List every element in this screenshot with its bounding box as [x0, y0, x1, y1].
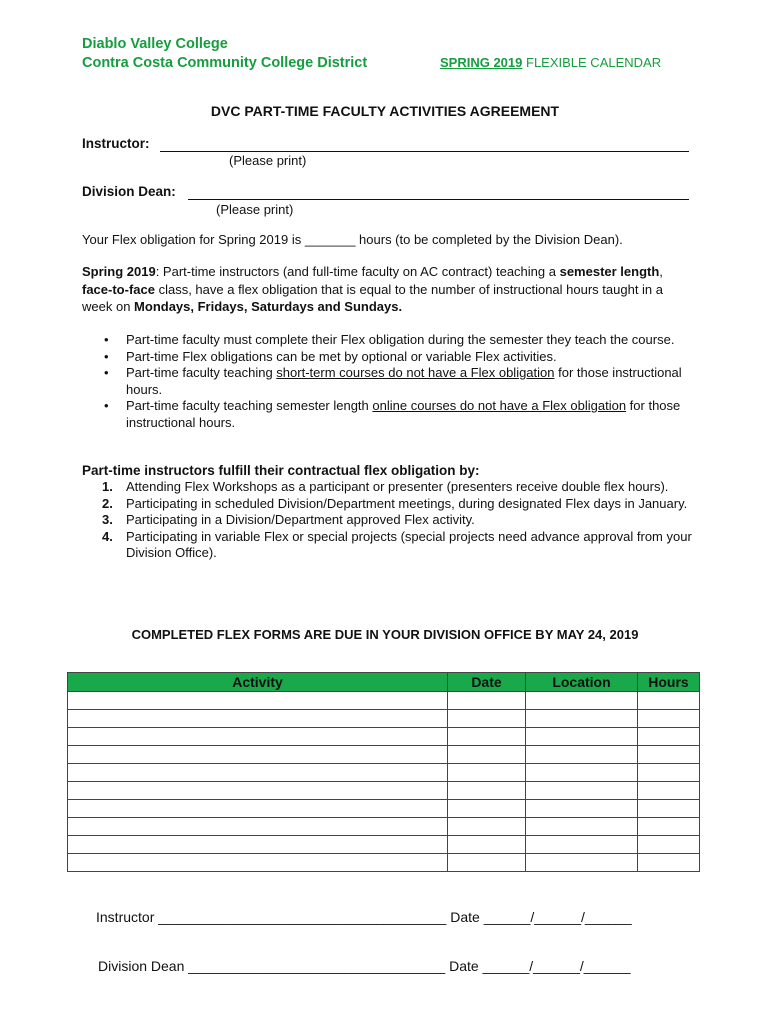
cell-hours[interactable]	[638, 746, 700, 764]
obligation-line: Your Flex obligation for Spring 2019 is _______ hours (to be completed by the Division Dean).	[82, 232, 623, 247]
cell-location[interactable]	[526, 782, 638, 800]
dean-hint: (Please print)	[216, 202, 294, 217]
header-calendar	[440, 54, 661, 71]
fulfill-text: Participating in a Division/Department approved Flex activity.	[126, 512, 475, 527]
cell-date[interactable]	[448, 818, 526, 836]
spring-bold-face: face-to-face	[82, 281, 155, 297]
fulfill-number: 4.	[102, 528, 113, 544]
instructor-name-line[interactable]	[160, 151, 689, 152]
cell-hours[interactable]	[638, 728, 700, 746]
spring-paragraph	[82, 263, 692, 316]
college-name: Diablo Valley College	[82, 36, 228, 52]
table-row	[68, 782, 700, 800]
bullet-text: Part-time Flex obligations can be met by optional or variable Flex activities.	[126, 348, 557, 364]
cell-hours[interactable]	[638, 710, 700, 728]
activity-table	[67, 672, 700, 872]
fulfill-heading: Part-time instructors fulfill their contractual flex obligation by:	[82, 463, 480, 478]
district-name: Contra Costa Community College District	[82, 55, 368, 71]
spring-text-2: ,	[659, 264, 663, 279]
cell-activity[interactable]	[68, 800, 448, 818]
cell-hours[interactable]	[638, 692, 700, 710]
header-college-block	[82, 35, 367, 73]
instructor-date-label: Date	[450, 909, 480, 925]
dean-sign-label: Division Dean	[98, 958, 185, 974]
dean-date-blanks[interactable]: ______/______/______	[482, 958, 631, 974]
fulfill-number: 1.	[102, 479, 113, 494]
calendar-label: FLEXIBLE CALENDAR	[526, 55, 662, 70]
cell-location[interactable]	[526, 764, 638, 782]
instructor-label: Instructor:	[82, 136, 150, 151]
spring-text-1: : Part-time instructors (and full-time faculty on AC contract) teaching a	[155, 264, 560, 279]
bullet-item	[82, 349, 692, 366]
cell-location[interactable]	[526, 800, 638, 818]
cell-hours[interactable]	[638, 818, 700, 836]
cell-location[interactable]	[526, 818, 638, 836]
cell-date[interactable]	[448, 800, 526, 818]
dean-sign-line[interactable]: _________________________________	[188, 958, 446, 974]
term-label: SPRING 2019	[440, 55, 523, 70]
page-title: DVC PART-TIME FACULTY ACTIVITIES AGREEMENT	[210, 103, 560, 119]
cell-date[interactable]	[448, 764, 526, 782]
cell-activity[interactable]	[68, 746, 448, 764]
fulfill-item	[82, 529, 692, 562]
cell-location[interactable]	[526, 728, 638, 746]
dean-date-label: Date	[449, 958, 479, 974]
fulfill-text: Participating in variable Flex or special projects (special projects need advance approval from your Division Office).	[126, 528, 692, 560]
cell-location[interactable]	[526, 710, 638, 728]
cell-location[interactable]	[526, 854, 638, 872]
header-location: Location	[526, 673, 638, 692]
spring-term: Spring 2019	[82, 264, 156, 279]
bullet-text: for those instructional hours.	[126, 365, 682, 397]
dean-signature-row	[98, 958, 631, 974]
fulfill-number: 2.	[102, 495, 113, 511]
fulfill-item	[82, 512, 692, 529]
cell-hours[interactable]	[638, 782, 700, 800]
fulfill-list	[82, 479, 692, 562]
cell-hours[interactable]	[638, 836, 700, 854]
cell-date[interactable]	[448, 710, 526, 728]
header-date: Date	[448, 673, 526, 692]
cell-date[interactable]	[448, 692, 526, 710]
table-row	[68, 854, 700, 872]
fulfill-text: Attending Flex Workshops as a participant or presenter (presenters receive double flex hours).	[126, 479, 669, 494]
table-row	[68, 818, 700, 836]
bullet-item	[82, 365, 692, 398]
cell-hours[interactable]	[638, 854, 700, 872]
table-row	[68, 710, 700, 728]
cell-activity[interactable]	[68, 764, 448, 782]
bullet-underlined: short-term courses do not have a Flex obligation	[276, 365, 555, 380]
instructor-hint: (Please print)	[229, 153, 307, 168]
dean-name-line[interactable]	[188, 199, 689, 200]
cell-activity[interactable]	[68, 710, 448, 728]
spring-bold-days: Mondays, Fridays, Saturdays and Sundays.	[134, 299, 403, 314]
instructor-sign-line[interactable]: _____________________________________	[158, 909, 447, 925]
header-hours: Hours	[638, 673, 700, 692]
bullet-text: Part-time faculty teaching	[126, 365, 277, 380]
table-row	[68, 692, 700, 710]
table-row	[68, 764, 700, 782]
due-notice: COMPLETED FLEX FORMS ARE DUE IN YOUR DIVISION OFFICE BY MAY 24, 2019	[131, 627, 639, 642]
bullet-text: Part-time faculty teaching semester length	[126, 398, 373, 413]
bullet-list	[82, 332, 692, 431]
bullet-text: Part-time faculty must complete their Flex obligation during the semester they teach the course.	[126, 332, 675, 347]
cell-location[interactable]	[526, 692, 638, 710]
cell-activity[interactable]	[68, 836, 448, 854]
bullet-item	[82, 398, 692, 431]
cell-location[interactable]	[526, 746, 638, 764]
spring-text-3: class, have a flex obligation that is equal to the number of instructional hours taught in a week on	[82, 281, 663, 314]
bullet-item	[82, 332, 692, 349]
table-row	[68, 836, 700, 854]
table-row	[68, 728, 700, 746]
bullet-dot: •	[104, 332, 109, 347]
cell-activity[interactable]	[68, 854, 448, 872]
fulfill-number: 3.	[102, 512, 113, 527]
cell-date[interactable]	[448, 746, 526, 764]
table-row	[68, 800, 700, 818]
bullet-text: for those instructional hours.	[126, 398, 681, 430]
instructor-date-blanks[interactable]: ______/______/______	[483, 909, 632, 925]
table-row	[68, 746, 700, 764]
cell-date[interactable]	[448, 728, 526, 746]
cell-date[interactable]	[448, 836, 526, 854]
bullet-dot: •	[104, 365, 109, 380]
cell-activity[interactable]	[68, 818, 448, 836]
dean-label: Division Dean:	[82, 184, 176, 199]
spring-bold-semester: semester length	[559, 264, 660, 279]
bullet-dot: •	[104, 398, 109, 413]
cell-activity[interactable]	[68, 692, 448, 710]
activity-table-body	[68, 692, 700, 872]
fulfill-item	[82, 479, 692, 496]
fulfill-text: Participating in scheduled Division/Department meetings, during designated Flex days in January.	[126, 495, 688, 511]
bullet-underlined: online courses do not have a Flex obligation	[372, 398, 627, 413]
cell-activity[interactable]	[68, 782, 448, 800]
instructor-sign-label: Instructor	[96, 909, 155, 925]
fulfill-item	[82, 496, 692, 513]
activity-table-header	[68, 673, 700, 692]
cell-location[interactable]	[526, 836, 638, 854]
cell-date[interactable]	[448, 782, 526, 800]
cell-hours[interactable]	[638, 764, 700, 782]
cell-date[interactable]	[448, 854, 526, 872]
header-activity: Activity	[68, 673, 448, 692]
bullet-dot: •	[104, 348, 109, 364]
cell-activity[interactable]	[68, 728, 448, 746]
instructor-signature-row	[96, 909, 632, 925]
cell-hours[interactable]	[638, 800, 700, 818]
